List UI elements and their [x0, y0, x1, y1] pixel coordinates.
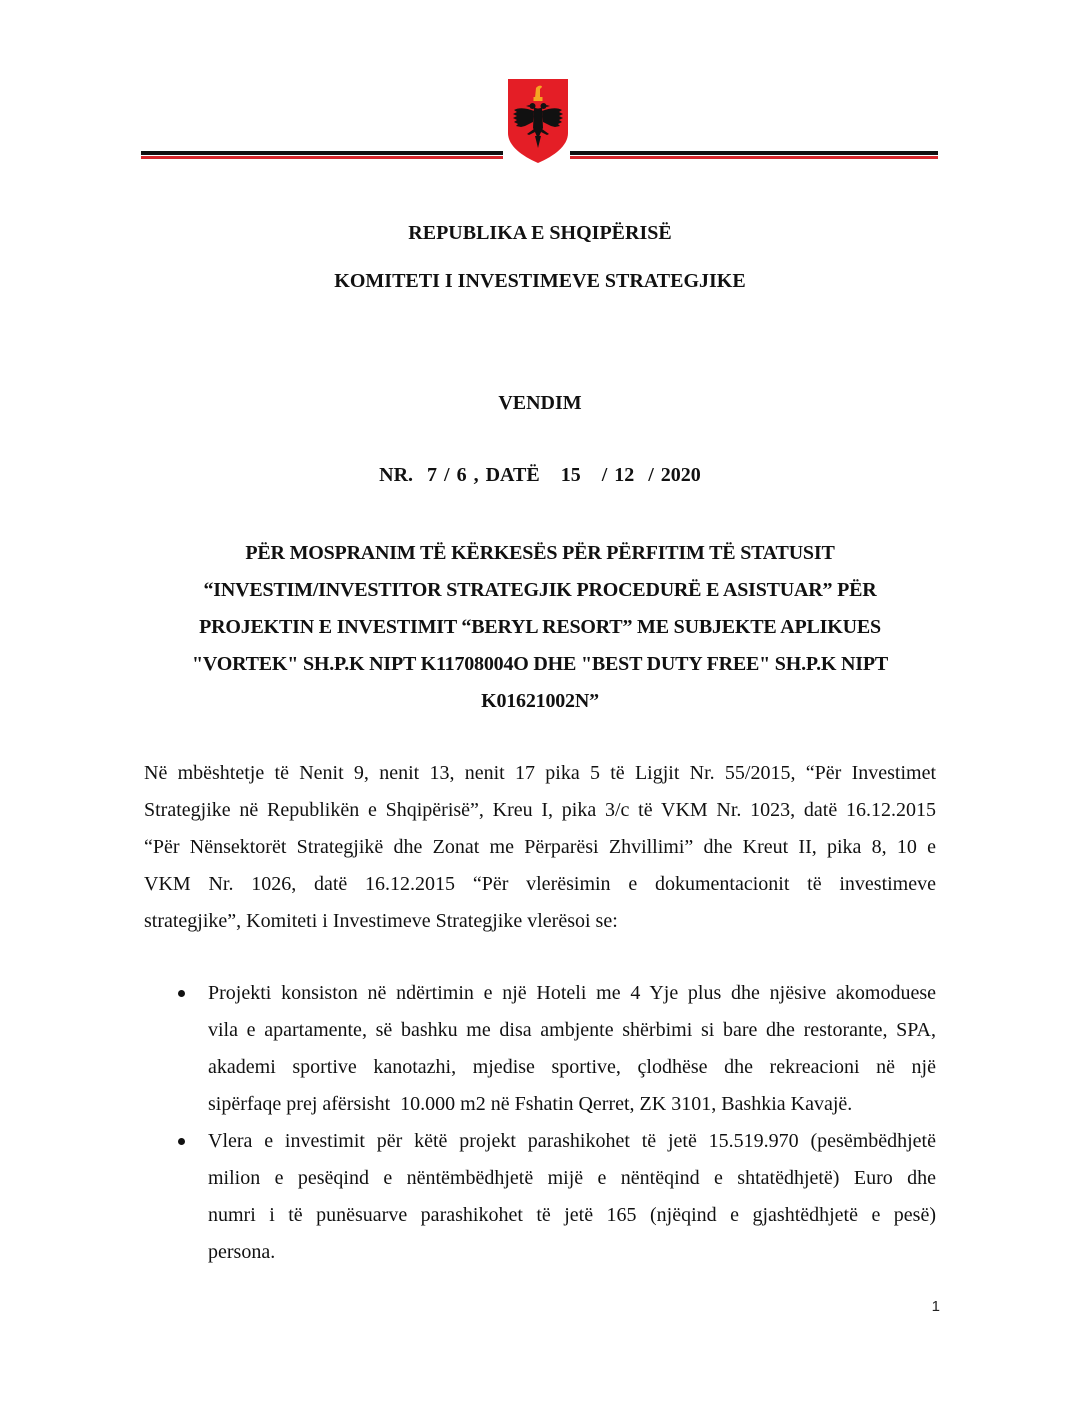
bullet-line: numri i të punësuarve parashikohet të jetë 165 (njëqind e gjashtëdhjetë e pesë) [208, 1204, 936, 1226]
header-divider-left [141, 151, 503, 159]
paragraph-line: “Për Nënsektorët Strategjikë dhe Zonat me Përparësi Zhvillimi” dhe Kreut II, pika 8, 10 e [144, 836, 936, 858]
bullet-line: akademi sportive kanotazhi, mjedise sportive, çlodhëse dhe rekreacioni në një [208, 1056, 936, 1078]
header-divider-black-stripe [570, 151, 938, 155]
header-divider-red-stripe [570, 156, 938, 159]
bullet-icon [178, 990, 185, 997]
albania-coat-of-arms-icon [505, 76, 571, 166]
bullet-icon [178, 1138, 185, 1145]
decision-subject-line: PËR MOSPRANIM TË KËRKESËS PËR PËRFITIM TË STATUSIT [245, 542, 835, 564]
decision-subject [140, 535, 940, 720]
page-number: 1 [931, 1298, 940, 1315]
title-republic: REPUBLIKA E SHQIPËRISË [408, 222, 672, 244]
paragraph-line: Strategjike në Republikën e Shqipërisë”, Kreu I, pika 3/c të VKM Nr. 1023, datë 16.12.2015 [144, 799, 936, 821]
bullet-line: milion e pesëqind e nëntëmbëdhjetë mijë e nëntëqind e shtatëdhjetë) Euro dhe [208, 1167, 936, 1189]
decision-subject-line: "VORTEK" SH.P.K NIPT K11708004O DHE "BEST DUTY FREE" SH.P.K NIPT [191, 653, 889, 675]
bullet-line: Vlera e investimit për këtë projekt parashikohet të jetë 15.519.970 (pesëmbëdhjetë [208, 1130, 936, 1152]
bullet-line: persona. [208, 1241, 276, 1263]
title-decision: VENDIM [498, 392, 582, 414]
decision-subject-line: PROJEKTIN E INVESTIMIT “BERYL RESORT” ME SUBJEKTE APLIKUES [199, 616, 881, 638]
header-divider-black-stripe [141, 151, 503, 155]
paragraph-line: VKM Nr. 1026, datë 16.12.2015 “Për vlerësimin e dokumentacionit të investimeve [144, 873, 936, 895]
bullet-text [208, 1123, 936, 1271]
bullet-line: sipërfaqe prej afërsisht 10.000 m2 në Fshatin Qerret, ZK 3101, Bashkia Kavajë. [208, 1093, 853, 1115]
decision-number: NR. 7 / 6 , DATË 15 / 12 / 2020 [379, 464, 701, 486]
bullet-line: Projekti konsiston në ndërtimin e një Hoteli me 4 Yje plus dhe njësive akomoduese [208, 982, 936, 1004]
decision-subject-line: “INVESTIM/INVESTITOR STRATEGJIK PROCEDURË E ASISTUAR” PËR [203, 579, 877, 601]
header-divider-right [570, 151, 938, 159]
bullet-line: vila e apartamente, së bashku me disa ambjente shërbimi si bare dhe restorante, SPA, [208, 1019, 936, 1041]
decision-subject-line: K01621002N” [481, 690, 599, 712]
title-committee: KOMITETI I INVESTIMEVE STRATEGJIKE [334, 270, 746, 292]
paragraph-line: strategjike”, Komiteti i Investimeve Strategjike vlerësoi se: [144, 910, 618, 932]
intro-paragraph [144, 755, 936, 940]
header-divider-red-stripe [141, 156, 503, 159]
bullet-text [208, 975, 936, 1123]
paragraph-line: Në mbështetje të Nenit 9, nenit 13, nenit 17 pika 5 të Ligjit Nr. 55/2015, “Për Investimet [144, 762, 936, 784]
